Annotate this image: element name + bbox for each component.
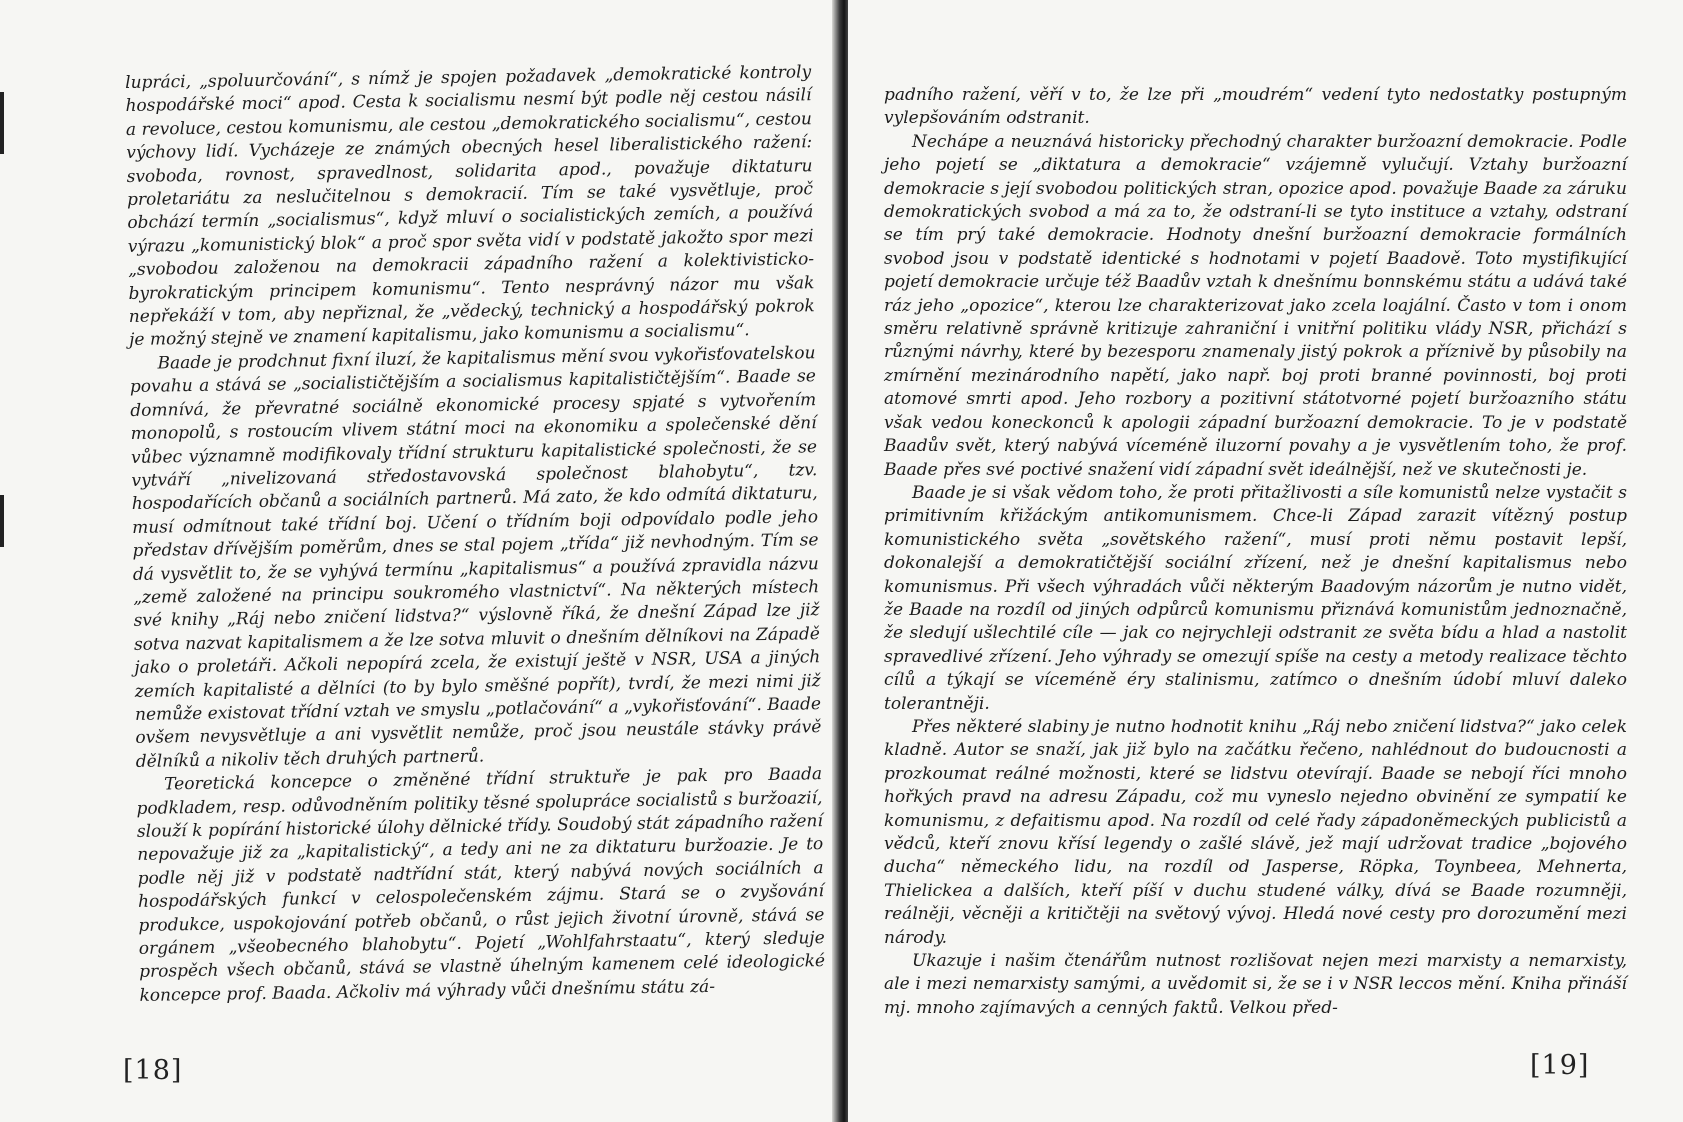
- paragraph: Teoretická koncepce o změněné třídní struktuře je pak pro Baada podkladem, resp. odůvodněním politiky těsné spolupráce socialistů s buržoazií, slouží k popírání historické úlohy dělnické třídy. Soudobý stát západního ražení nepovažuje již za „kapitalistický“, a tedy ani ne za diktaturu buržoazie. Je to podle něj již v podstatě nadtřídní stát, který nabývá nových sociálních a hospodářských funkcí v celospolečenském zájmu. Stará se o zvyšování produkce, uspokojování potřeb občanů, o růst jejich životní úrovně, stává se orgánem „všeobecného blahobytu“. Pojetí „Wohlfahrstaatu“, který sleduje prospěch všech občanů, stává se vlastně úhelným kamenem celé ideologické koncepce prof. Baada. Ačkoliv má výhrady vůči dnešnímu státu zá-: [136, 764, 826, 1006]
- right-page-text: [884, 84, 1627, 1020]
- paragraph: padního ražení, věří v to, že lze při „moudrém“ vedení tyto nedostatky postupným vylepšováním odstranit.: [884, 85, 1627, 129]
- left-page: [0, 0, 838, 1122]
- left-page-text: [125, 61, 826, 1008]
- page-edge-mark: [0, 92, 4, 154]
- page-number: [18]: [123, 1055, 183, 1086]
- page-edge-mark: [0, 495, 4, 547]
- paragraph: Baade je prodchnut fixní iluzí, že kapitalismus mění svou vykořisťovatelskou povahu a stává se „socialističtějším a socialismus kapitalističtějším“. Baade se domnívá, že převratné sociálně ekonomické procesy spjaté s vytvořením monopolů, s rostoucím vlivem státní moci na ekonomiku a společenské dění vůbec významně modifikovaly třídní strukturu kapitalistické společnosti, že se vytváří „nivelizovaná středostavovská společnost blahobytu“, tzv. hospodařících občanů a sociálních partnerů. Má zato, že kdo odmítá diktaturu, musí odmítnout také třídní boj. Učení o třídním boji odpovídalo podle jeho představ dřívějším poměrům, dnes se stal pojem „třída“ již nevhodným. Tím se dá vysvětlit to, že se vyhývá termínu „kapitalismus“ a používá zpravidla názvu „země založené na principu soukromého vlastnictví“. Na některých místech své knihy „Ráj nebo zničení lidstva?“ výslovně říká, že dnešní Západ lze již sotva nazvat kapitalismem a že lze sotva mluvit o dnešním dělníkovi na Západě jako o proletáři. Ačkoli nepopírá zcela, že existují ještě v NSR, USA a jiných zemích kapitalisté a dělníci (to by bylo směšné popřít), tvrdí, že mezi nimi již nemůže existovat třídní vztah ve smyslu „potlačování“ a „vykořisťování“. Baade ovšem nevysvětluje a ani vysvětlit nemůže, proč jsou neustále stávky právě dělníků a nikoliv těch druhých partnerů.: [129, 343, 822, 772]
- paragraph: Baade je si však vědom toho, že proti přitažlivosti a síle komunistů nelze vystačit s primitivním křižáckým antikomunismem. Chce-li Západ zarazit vítězný postup komunistického světa „sovětského ražení“, musí proti němu postavit lepší, dokonalejší a demokratičtější sociální zřízení, než je dnešní kapitalismus nebo komunismus. Při všech výhradách vůči některým Baadovým názorům je nutno vidět, že Baade na rozdíl od jiných odpůrců komunismu přiznává komunistům jednoznačně, že sledují ušlechtilé cíle — jak co nejrychleji odstranit ze světa bídu a hlad a nastolit spravedlivé zřízení. Jeho výhrady se omezují spíše na cesty a metody realizace těchto cílů a týkají se víceméně éry stalinismu, zatímco o dnešním údobí mluví daleko tolerantněji.: [884, 482, 1627, 714]
- paragraph: Přes některé slabiny je nutno hodnotit knihu „Ráj nebo zničení lidstva?“ jako celek kladně. Autor se snaží, jak již bylo na začátku řečeno, nahlédnout do budoucnosti a prozkoumat reálné možnosti, které se lidstvu otevírají. Baade se nebojí říci mnoho hořkých pravd na adresu Západu, což mu vyneslo nejedno obvinění ze sympatií ke komunismu, z defaitismu apod. Na rozdíl od celé řady západoněmeckých publicistů a vědců, kteří znovu křísí legendy o zašlé slávě, jež mají udržovat tradice „bojového ducha“ německého lidu, na rozdíl od Jasperse, Röpka, Toynbeea, Mehnerta, Thielickea a dalších, kteří píší v duchu studené války, dívá se Baade rozumněji, reálněji, věcněji a kritičtěji na světový vývoj. Hledá nové cesty pro dorozumění mezi národy.: [884, 716, 1627, 948]
- paragraph: Nechápe a neuznává historicky přechodný charakter buržoazní demokracie. Podle jeho pojetí se „diktatura a demokracie“ vzájemně vylučují. Vztahy buržoazní demokracie s její svobodou politických stran, opozice apod. považuje Baade za záruku demokratických svobod a má za to, že odstraní-li se tyto instituce a vztahy, odstraní se tím prý také demokracie. Hodnoty dnešní buržoazní demokracie formálních svobod jsou v podstatě identické s hodnotami v pojetí Baadově. Toto mystifikující pojetí demokracie určuje též Baadův vztah k dnešnímu bonnskému státu a udává také ráz jeho „opozice“, kterou lze charakterizovat jako zcela loajální. Často v tom i onom směru relativně správně kritizuje zahraniční i vnitřní politiku vlády NSR, přichází s různými návrhy, které by bezesporu znamenaly jistý pokrok a příznivě by působily na zmírnění mezinárodního napětí, jako např. boj proti branné povinnosti, boj proti atomové smrti apod. Jeho rozbory a pozitivní státotvorné pojetí buržoazního státu však vedou koneckonců k apologii západní buržoazní demokracie. To je v podstatě Baadův svět, který nabývá víceméně iluzorní povahy a je vysvětlením toho, že prof. Baade přes své poctivé snažení vidí západní svět ideálnější, než ve skutečnosti je.: [884, 131, 1627, 480]
- page-number: [19]: [1530, 1050, 1590, 1081]
- paragraph: Ukazuje i našim čtenářům nutnost rozlišovat nejen mezi marxisty a nemarxisty, ale i mezi nemarxisty samými, a uvědomit si, že se i v NSR leccos mění. Kniha přináší mj. mnoho zajímavých a cenných faktů. Velkou před-: [884, 951, 1627, 1018]
- paragraph: lupráci, „spoluurčování“, s nímž je spojen požadavek „demokratické kontroly hospodářské moci“ apod. Cesta k socialismu nesmí být podle něj cestou násilí a revoluce, cestou komunismu, ale cestou „demokratického socialismu“, cestou výchovy lidí. Vycházeje ze známých obecných hesel liberalistického ražení: svoboda, rovnost, spravedlnost, solidarita apod., považuje diktaturu proletariátu za neslučitelnou s demokracií. Tím se také vysvětluje, proč obchází termín „socialismus“, když mluví o socialistických zemích, a používá výrazu „komunistický blok“ a proč spor světa vidí v podstatě jakožto spor mezi „svobodou založenou na demokracii západního ražení a kolektivisticko-byrokratickým principem komunismu“. Tento nesprávný názor mu však nepřekáží v tom, aby nepřiznal, že „vědecký, technický a hospodářský pokrok je možný stejně ve znamení kapitalismu, jako komunismu a socialismu“.: [125, 62, 815, 351]
- right-page: [848, 0, 1683, 1122]
